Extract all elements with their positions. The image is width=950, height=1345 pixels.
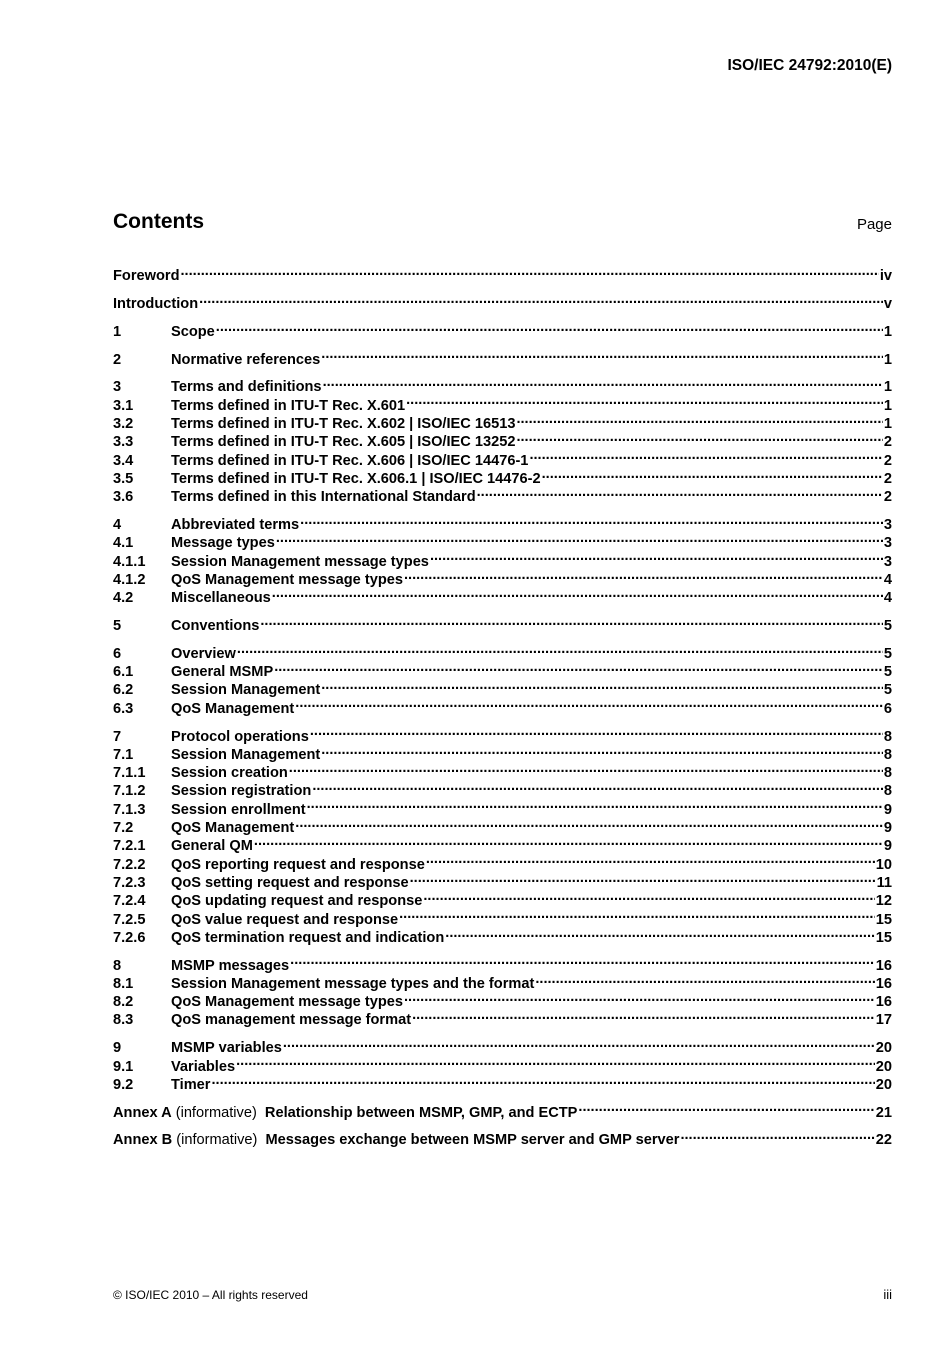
toc-entry-number: 8.3: [113, 1012, 134, 1029]
toc-entry-prefix: Annex A: [113, 1104, 172, 1121]
toc-entry-title: [171, 993, 403, 1011]
toc-dot-leader: [680, 1126, 874, 1144]
toc-dot-leader: [236, 1052, 875, 1070]
toc-entry-number: 7.2.4: [113, 893, 146, 910]
toc-entry-title: [171, 728, 309, 746]
toc-entry-number: 7.1: [113, 746, 134, 763]
toc-entry-title-text: Message types: [171, 535, 275, 552]
toc-entry-page: 3: [883, 517, 892, 534]
toc-entry-page: 17: [875, 1012, 892, 1029]
toc-dot-leader: [310, 722, 883, 740]
toc-dot-leader: [237, 640, 883, 658]
toc-entry-page: 4: [883, 590, 892, 607]
toc-dot-leader: [312, 777, 883, 795]
toc-dot-leader: [406, 391, 883, 409]
toc-dot-leader: [535, 970, 874, 988]
toc-entry[interactable]: [113, 612, 892, 635]
toc-dot-leader: [272, 584, 883, 602]
toc-entry-number: 9: [113, 1040, 122, 1057]
toc-entry-title-text: Protocol operations: [171, 728, 309, 745]
toc-entry-number: 9.1: [113, 1058, 134, 1075]
toc-entry[interactable]: [113, 1034, 892, 1057]
toc-entry-page: 22: [875, 1132, 892, 1149]
toc-entry-page: 2: [883, 452, 892, 469]
toc-entry-page: 8: [883, 783, 892, 800]
toc-entry-page: 11: [876, 874, 892, 891]
toc-entry-title-text: Terms defined in ITU-T Rec. X.606.1 | ISO/IEC 14476-2: [171, 470, 541, 487]
toc-dot-leader: [180, 262, 878, 280]
toc-dot-leader: [404, 566, 883, 584]
toc-entry-title-text: QoS value request and response: [171, 911, 399, 928]
toc-entry-page: 1: [883, 397, 892, 414]
toc-entry-page: 8: [883, 728, 892, 745]
toc-entry-title-text: QoS management message format: [171, 1012, 412, 1029]
toc-entry-title-text: Variables: [171, 1058, 236, 1075]
toc-entry-title-text: Session Management message types: [171, 553, 429, 570]
toc-dot-leader: [542, 465, 883, 483]
toc-dot-leader: [445, 924, 875, 942]
toc-entry[interactable]: [113, 511, 892, 534]
toc-entry-page: 21: [875, 1104, 892, 1121]
toc-dot-leader: [423, 887, 874, 905]
toc-entry-title: [171, 911, 398, 929]
toc-entry-number: 1: [113, 323, 122, 340]
footer-copyright: © ISO/IEC 2010 – All rights reserved: [113, 1288, 308, 1302]
toc-entry-number: 8.1: [113, 975, 134, 992]
toc-entry-title-text: General QM: [171, 838, 253, 855]
toc-entry-title-text: QoS setting request and response: [171, 874, 409, 891]
toc-dot-leader: [404, 988, 875, 1006]
toc-dot-leader: [399, 905, 875, 923]
toc-dot-leader: [216, 318, 883, 336]
toc-entry-page: 16: [875, 975, 892, 992]
toc-entry-title: [113, 295, 198, 313]
toc-entry-title-text: General MSMP: [171, 664, 274, 681]
toc-entry-page: 15: [875, 911, 892, 928]
toc-entry-number: 3.6: [113, 489, 134, 506]
toc-entry-page: 12: [875, 893, 892, 910]
toc-entry-title: [171, 929, 444, 947]
toc-entry-title-text: QoS updating request and response: [171, 893, 423, 910]
toc-entry-page: 5: [883, 645, 892, 662]
toc-entry-title-text: Terms defined in this International Standard: [171, 489, 476, 506]
toc-entry-title: [171, 645, 236, 663]
toc-dot-leader: [283, 1034, 875, 1052]
toc-entry-number: 3.4: [113, 452, 134, 469]
toc-entry-title-text: Miscellaneous: [171, 590, 271, 607]
toc-dot-leader: [410, 869, 876, 887]
toc-dot-leader: [516, 428, 882, 446]
toc-entry-title-text: Timer: [171, 1076, 211, 1093]
toc-entry-title: [171, 617, 259, 635]
document-id: ISO/IEC 24792:2010(E): [727, 57, 892, 74]
toc-dot-leader: [321, 741, 883, 759]
toc-entry-title-text: Session Management: [171, 746, 321, 763]
toc-dot-leader: [211, 1071, 874, 1089]
toc-entry-title-text: Overview: [171, 645, 236, 662]
toc-entry-title-text: MSMP variables: [171, 1040, 282, 1057]
toc-entry-page: v: [883, 296, 892, 313]
toc-dot-leader: [426, 850, 875, 868]
toc-entry-title: [171, 663, 273, 681]
toc-entry-title-text: Terms defined in ITU-T Rec. X.601: [171, 397, 406, 414]
toc-dot-leader: [295, 694, 883, 712]
toc-entry-title: [171, 351, 320, 369]
toc-entry-number: 7: [113, 728, 122, 745]
toc-entry-number: 4.1: [113, 535, 134, 552]
toc-dot-leader: [307, 795, 883, 813]
toc-entry-page: 2: [883, 434, 892, 451]
toc-entry-annex-type: (informative): [171, 1104, 265, 1121]
toc-entry-title-text: Terms and definitions: [171, 379, 322, 396]
toc-entry-page: 10: [875, 856, 892, 873]
toc-entry-annex-type: (informative): [172, 1132, 266, 1149]
toc-entry-title: [171, 837, 253, 855]
toc-entry-title: [171, 892, 422, 910]
toc-entry-number: 3.3: [113, 434, 134, 451]
toc-entry-page: 3: [883, 553, 892, 570]
toc-entry-page: 1: [883, 351, 892, 368]
toc-entry-title-text: Session registration: [171, 783, 312, 800]
toc-entry-prefix: Introduction: [113, 296, 199, 313]
toc-entry-title: [171, 1076, 210, 1094]
toc-entry-page: 9: [883, 838, 892, 855]
toc-entry-title-text: Session Management message types and the format: [171, 975, 535, 992]
toc-entry-title-text: QoS Management message types: [171, 571, 403, 588]
toc-entry-page: 8: [883, 765, 892, 782]
toc-dot-leader: [289, 759, 883, 777]
toc-entry-number: 7.2.5: [113, 911, 146, 928]
toc-entry-page: 20: [875, 1058, 892, 1075]
toc-entry-title: [171, 700, 294, 718]
table-of-contents: [113, 262, 892, 1149]
toc-entry-title: [171, 589, 271, 607]
toc-entry-number: 8.2: [113, 994, 134, 1011]
toc-entry-title: [171, 397, 405, 415]
toc-entry-title: [171, 856, 425, 874]
toc-entry-title-text: QoS Management message types: [171, 994, 403, 1011]
toc-dot-leader: [290, 951, 875, 969]
toc-entry-page: 2: [883, 470, 892, 487]
toc-dot-leader: [276, 529, 883, 547]
toc-entry-title-text: Normative references: [171, 351, 321, 368]
toc-dot-leader: [578, 1098, 874, 1116]
toc-entry-title-text: Relationship between MSMP, GMP, and ECTP: [264, 1104, 578, 1121]
toc-dot-leader: [199, 290, 883, 308]
toc-entry-number: 4: [113, 517, 122, 534]
toc-entry-page: 4: [883, 571, 892, 588]
toc-entry-number: 7.1.2: [113, 783, 146, 800]
toc-entry-title-text: QoS reporting request and response: [171, 856, 425, 873]
toc-dot-leader: [260, 612, 883, 630]
toc-entry-page: 2: [883, 489, 892, 506]
toc-entry-page: 5: [883, 618, 892, 635]
toc-entry-number: 3.5: [113, 470, 134, 487]
toc-entry-number: 7.1.1: [113, 765, 146, 782]
toc-entry-title: [113, 267, 179, 285]
toc-entry-title: [171, 433, 515, 451]
toc-entry-title: [171, 874, 409, 892]
toc-dot-leader: [477, 483, 883, 501]
toc-entry[interactable]: [113, 262, 892, 285]
toc-entry-page: 9: [883, 801, 892, 818]
toc-dot-leader: [516, 410, 882, 428]
toc-entry-page: 5: [883, 664, 892, 681]
toc-entry-title: [171, 764, 288, 782]
toc-entry-title-text: Messages exchange between MSMP server and GMP server: [265, 1132, 680, 1149]
toc-entry-title: [171, 378, 322, 396]
toc-entry-number: 7.2: [113, 820, 134, 837]
toc-entry-number: 5: [113, 618, 122, 635]
page-column-label: Page: [856, 216, 892, 233]
toc-entry-page: 15: [875, 929, 892, 946]
toc-entry-number: 6: [113, 645, 122, 662]
toc-entry-title: [171, 415, 515, 433]
toc-entry-page: 3: [883, 535, 892, 552]
toc-dot-leader: [321, 345, 883, 363]
toc-dot-leader: [300, 511, 883, 529]
toc-entry-number: 3: [113, 379, 122, 396]
contents-heading: Contents: [113, 210, 204, 233]
toc-entry-number: 6.1: [113, 664, 134, 681]
toc-entry[interactable]: [113, 640, 892, 662]
toc-entry-number: 3.2: [113, 416, 134, 433]
toc-dot-leader: [529, 446, 882, 464]
toc-entry-number: 4.2: [113, 590, 134, 607]
toc-entry-title: [171, 553, 429, 571]
toc-entry[interactable]: [113, 290, 892, 313]
toc-entry-number: 7.1.3: [113, 801, 146, 818]
toc-entry-title: [171, 801, 306, 819]
toc-entry-title: [113, 1104, 577, 1122]
toc-entry-title-text: Session creation: [171, 765, 288, 782]
toc-entry-title-text: Session Management: [171, 682, 321, 699]
toc-entry-number: 4.1.2: [113, 571, 146, 588]
toc-entry-page: 20: [875, 1040, 892, 1057]
toc-entry[interactable]: [113, 1071, 892, 1093]
toc-dot-leader: [323, 373, 883, 391]
toc-entry-number: 9.2: [113, 1076, 134, 1093]
toc-entry-title: [171, 323, 215, 341]
toc-entry[interactable]: [113, 345, 892, 368]
toc-entry-number: 7.2.2: [113, 856, 146, 873]
toc-entry-title: [171, 782, 311, 800]
toc-entry[interactable]: [113, 318, 892, 340]
toc-dot-leader: [295, 814, 883, 832]
toc-entry[interactable]: [113, 1098, 892, 1121]
toc-entry[interactable]: [113, 722, 892, 745]
toc-entry-number: 3.1: [113, 397, 134, 414]
toc-entry-page: 6: [883, 700, 892, 717]
toc-entry-title-text: QoS Management: [171, 700, 295, 717]
toc-entry-title: [171, 957, 289, 975]
toc-dot-leader: [430, 547, 883, 565]
toc-entry-page: 16: [875, 957, 892, 974]
toc-entry-page: 1: [883, 323, 892, 340]
toc-entry[interactable]: [113, 1126, 892, 1149]
toc-entry-title: [113, 1131, 679, 1149]
toc-dot-leader: [412, 1006, 875, 1024]
toc-entry-number: 4.1.1: [113, 553, 146, 570]
toc-entry-title-text: Conventions: [171, 618, 260, 635]
toc-dot-leader: [254, 832, 883, 850]
toc-entry-number: 6.2: [113, 682, 134, 699]
toc-entry-number: 7.2.6: [113, 929, 146, 946]
toc-entry-title-text: QoS termination request and indication: [171, 929, 445, 946]
toc-entry-title-text: Scope: [171, 323, 215, 340]
toc-entry-title: [171, 534, 275, 552]
toc-entry-title: [171, 452, 528, 470]
toc-entry[interactable]: [113, 373, 892, 396]
toc-entry-title-text: MSMP messages: [171, 957, 290, 974]
toc-entry-title-text: Terms defined in ITU-T Rec. X.602 | ISO/IEC 16513: [171, 416, 516, 433]
toc-entry-title: [171, 1011, 411, 1029]
toc-entry-title-text: Session enrollment: [171, 801, 306, 818]
toc-entry[interactable]: [113, 951, 892, 974]
toc-entry-page: 1: [883, 416, 892, 433]
toc-entry-page: 20: [875, 1076, 892, 1093]
toc-entry-prefix: Foreword: [113, 268, 180, 285]
toc-entry-number: 8: [113, 957, 122, 974]
toc-entry-title-text: Terms defined in ITU-T Rec. X.605 | ISO/IEC 13252: [171, 434, 516, 451]
toc-entry-page: 1: [883, 379, 892, 396]
toc-entry-prefix: Annex B: [113, 1132, 173, 1149]
toc-entry-number: 6.3: [113, 700, 134, 717]
toc-entry-number: 2: [113, 351, 122, 368]
toc-entry-page: 8: [883, 746, 892, 763]
toc-entry-title: [171, 488, 476, 506]
toc-entry-page: 5: [883, 682, 892, 699]
toc-entry-page: iv: [879, 268, 892, 285]
toc-entry-page: 9: [883, 820, 892, 837]
footer-page-number: iii: [883, 1287, 892, 1302]
toc-entry-title-text: Terms defined in ITU-T Rec. X.606 | ISO/IEC 14476-1: [171, 452, 529, 469]
toc-dot-leader: [321, 676, 883, 694]
toc-entry-title-text: Abbreviated terms: [171, 517, 300, 534]
toc-entry-title-text: QoS Management: [171, 820, 295, 837]
toc-entry-number: 7.2.1: [113, 838, 146, 855]
toc-entry-number: 7.2.3: [113, 874, 146, 891]
toc-dot-leader: [274, 658, 883, 676]
toc-entry-page: 16: [875, 994, 892, 1011]
